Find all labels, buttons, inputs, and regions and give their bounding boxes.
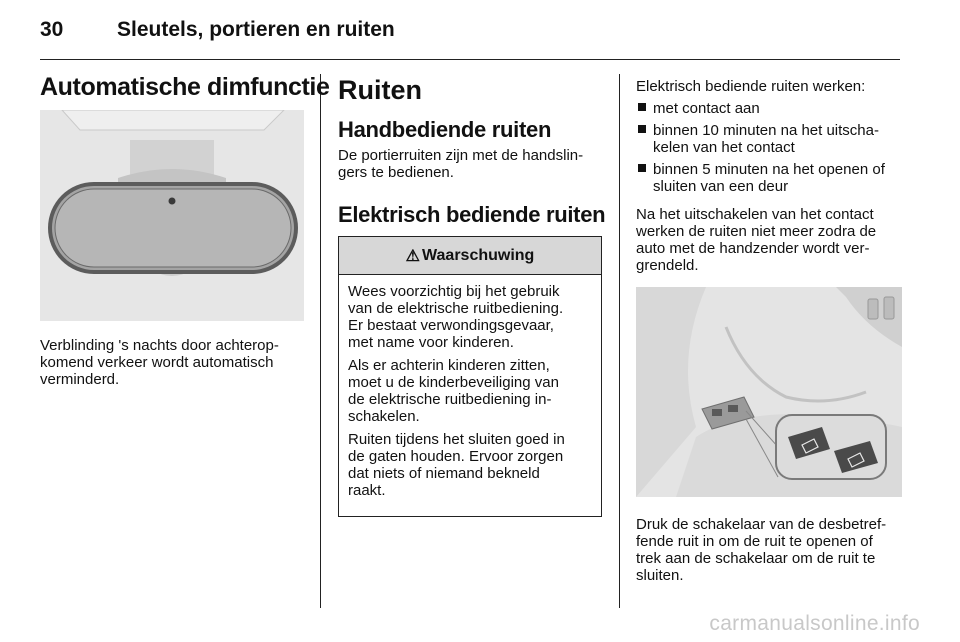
locking-note: Na het uitschakelen van het contact werken de ruiten niet meer zodra de auto met de handzender wordt ver- grendeld. bbox=[636, 206, 877, 274]
warning-paragraph: Wees voorzichtig bij het gebruik van de elektrische ruitbediening. Er bestaat verwondingsgevaar, met name voor kinderen. bbox=[348, 283, 564, 351]
header-rule bbox=[40, 59, 900, 60]
bullet-square-icon bbox=[638, 103, 646, 111]
heading-windows: Ruiten bbox=[338, 75, 422, 105]
warning-box bbox=[338, 236, 602, 517]
power-windows-intro: Elektrisch bediende ruiten werken: bbox=[636, 78, 866, 95]
column-divider bbox=[320, 74, 321, 608]
warning-paragraph: Ruiten tijdens het sluiten goed in de gaten houden. Ervoor zorgen dat niets of niemand bekneld raakt. bbox=[348, 431, 565, 499]
rearview-mirror-illustration bbox=[40, 110, 304, 321]
column-divider bbox=[619, 74, 620, 608]
list-item: binnen 5 minuten na het openen of sluiten van een deur bbox=[636, 161, 885, 195]
page-number: 30 bbox=[40, 18, 64, 41]
list-item: met contact aan bbox=[636, 100, 885, 117]
heading-auto-dimming: Automatische dimfunctie bbox=[40, 73, 330, 101]
heading-power-windows: Elektrisch bediende ruiten bbox=[338, 202, 606, 227]
warning-paragraph: Als er achterin kinderen zitten, moet u de kinderbeveiliging van de elektrische ruitbediening in- schakelen. bbox=[348, 357, 559, 425]
warning-icon: ⚠ bbox=[405, 247, 421, 265]
switch-instructions: Druk de schakelaar van de desbetref- fende ruit in om de ruit te openen of trek aan de schakelaar om de ruit te sluiten. bbox=[636, 516, 887, 584]
conditions-list bbox=[636, 100, 885, 200]
warning-title: Waarschuwing bbox=[422, 246, 535, 264]
window-switch-illustration bbox=[636, 287, 902, 497]
heading-manual-windows: Handbediende ruiten bbox=[338, 117, 552, 142]
section-title: Sleutels, portieren en ruiten bbox=[117, 18, 395, 41]
warning-header bbox=[339, 237, 601, 275]
bullet-square-icon bbox=[638, 125, 646, 133]
list-item: binnen 10 minuten na het uitscha- kelen van het contact bbox=[636, 122, 885, 156]
manual-windows-text: De portierruiten zijn met de handslin- gers te bedienen. bbox=[338, 147, 584, 181]
dimming-description: Verblinding 's nachts door achterop- komend verkeer wordt automatisch verminderd. bbox=[40, 337, 279, 388]
bullet-square-icon bbox=[638, 164, 646, 172]
watermark: carmanualsonline.info bbox=[709, 612, 920, 635]
